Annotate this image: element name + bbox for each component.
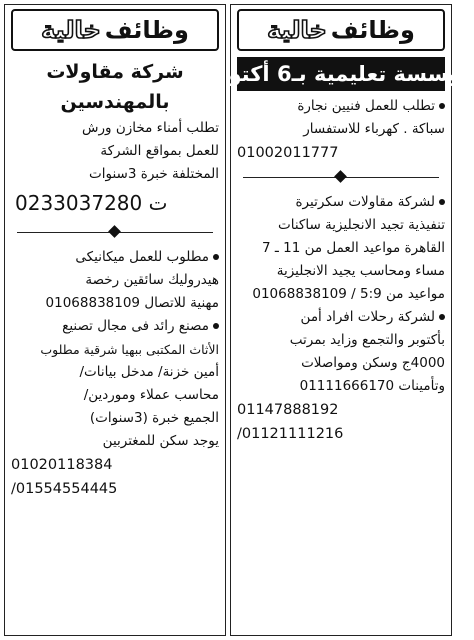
ad-line: تطلب للعمل فنيين نجارة	[297, 98, 435, 114]
ad-line: يوجد سكن للمغتربين	[102, 433, 219, 449]
ad-left-3	[5, 315, 225, 501]
ad-line: تنفيذية تجيد الانجليزية ساكنات	[278, 217, 445, 233]
ad-right-2	[231, 191, 451, 306]
ad-line: المختلفة خبرة 3سنوات	[89, 166, 219, 182]
company-title: شركة مقاولات بالمهندسين	[46, 61, 184, 113]
bullet-icon	[439, 199, 445, 205]
header-word-2: خالية	[41, 16, 101, 44]
diamond-icon	[334, 170, 347, 183]
right-header	[237, 9, 445, 51]
header-word-1: وظائف	[330, 16, 415, 44]
left-column	[4, 4, 226, 636]
ad-left-1	[5, 57, 225, 220]
ad-line: تطلب أمناء مخازن ورش	[82, 120, 219, 136]
header-word-2: خالية	[267, 16, 327, 44]
ad-phone: 01002011777	[237, 145, 339, 161]
ad-line: مساء ومحاسب يجيد الانجليزية	[276, 263, 445, 279]
ad-line: مطلوب للعمل ميكانيكى	[75, 249, 209, 265]
ad-divider	[243, 169, 439, 187]
ad-line: الجميع خبرة (3سنوات)	[89, 410, 219, 426]
ad-left-2	[5, 246, 225, 315]
ad-line: للعمل بمواقع الشركة	[100, 143, 219, 159]
bullet-icon	[439, 314, 445, 320]
ad-line: أمين خزنة/ مدخل بيانات/	[79, 364, 219, 380]
header-word-1: وظائف	[104, 16, 189, 44]
phone-prefix: ت	[148, 191, 168, 215]
ad-line: لشركة مقاولات سكرتيرة	[295, 194, 435, 210]
ad-line: سباكة . كهرباء للاستفسار	[303, 121, 445, 137]
ad-line: محاسب عملاء وموردين/	[83, 387, 219, 403]
ad-phone: 01068838109	[252, 286, 347, 302]
institute-banner: مؤسسة تعليمية بـ6 أكتوبر	[237, 57, 445, 91]
bullet-icon	[213, 254, 219, 260]
ad-phones: 01020118384 /01554554445	[11, 457, 118, 497]
ad-divider	[17, 224, 213, 242]
right-column	[207, 4, 474, 636]
ad-right-3	[231, 306, 451, 446]
ad-line: مهنية للاتصال	[144, 295, 219, 311]
ad-phone: 01111666170	[299, 378, 395, 394]
ad-line: هيدروليك سائقين رخصة	[85, 272, 219, 288]
ad-phones: 01147888192 /01121111216	[237, 402, 344, 442]
ad-line: الأثاث المكتبى ببهيا شرقية مطلوب	[40, 342, 219, 357]
left-header	[11, 9, 219, 51]
diamond-icon	[108, 225, 121, 238]
ad-right-1	[231, 95, 451, 165]
ad-line: القاهرة مواعيد العمل من 11 ـ 7	[261, 240, 445, 256]
ad-phone: 01068838109	[45, 295, 141, 311]
ad-line: بأكتوبر والتجمع وزايد بمرتب	[289, 332, 445, 348]
ad-line: مصنع رائد فى مجال تصنيع	[62, 318, 209, 334]
ad-phone: 0233037280	[15, 191, 143, 215]
ad-line: لشركة رحلات افراد أمن	[300, 309, 435, 325]
ad-line: مواعيد من 5:9 /	[351, 286, 445, 302]
bullet-icon	[213, 323, 219, 329]
ad-line: 4000ج وسكن ومواصلات	[301, 355, 445, 371]
bullet-icon	[439, 103, 445, 109]
ad-line: وتأمينات	[398, 378, 445, 394]
